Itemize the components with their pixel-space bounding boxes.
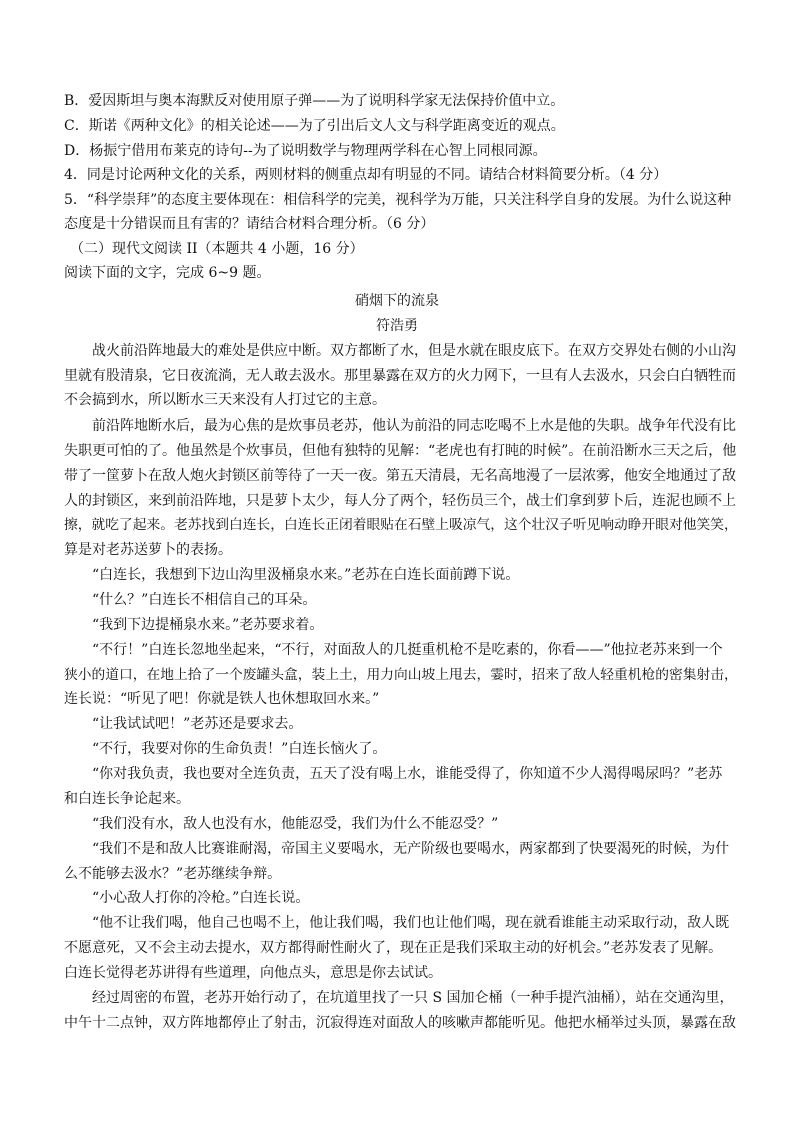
dialogue-line: “不行，我要对你的生命负责！”白连长恼火了。 <box>92 741 387 757</box>
dialogue-line: 不愿意死，又不会主动去提水，双方都得耐性耐火了，现在正是我们采取主动的好机会。”老苏发表了见解。 <box>64 940 723 956</box>
paragraph-line: 人的封锁区，来到前沿阵地，只是萝卜太少，每人分了两个，轻伤员三个，战士们拿到萝卜后，连泥也顾不上 <box>64 493 736 509</box>
dialogue-line: “他不让我们喝，他自己也喝不上，他让我们喝，我们也让他们喝，现在就看谁能主动采取行动，敌人既 <box>92 915 730 931</box>
paragraph-line: 不会搞到水，所以断水三天来没有人打过它的主意。 <box>64 392 386 408</box>
paragraph-line: 前沿阵地断水后，最为心焦的是炊事员老苏，他认为前沿的同志吃喝不上水是他的失职。战争年代没有比 <box>92 418 736 434</box>
question-5-line-2: 态度是十分错误而且有害的？请结合材料合理分析。（6 分） <box>64 216 435 232</box>
dialogue-line: 和白连长争论起来。 <box>64 791 190 807</box>
dialogue-line: “我们没有水，敌人也没有水，他能忍受，我们为什么不能忍受？” <box>92 816 499 832</box>
dialogue-line: “什么？”白连长不相信自己的耳朵。 <box>92 592 317 608</box>
dialogue-line: “白连长，我想到下边山沟里汲桶泉水来。”老苏在白连长面前蹲下说。 <box>92 567 520 583</box>
dialogue-line: 连长说：“听见了吧！你就是铁人也休想取回水来。” <box>64 691 380 707</box>
question-4-line: 4．同是讨论两种文化的关系，两则材料的侧重点却有明显的不同。请结合材料简要分析。（4 分） <box>64 167 668 183</box>
reading-instruction: 阅读下面的文字，完成 6~9 题。 <box>64 265 271 281</box>
paragraph-line: 经过周密的布置，老苏开始行动了，在坑道里找了一只 S 国加仑桶（一种手提汽油桶），站在交通沟里， <box>92 990 734 1006</box>
dialogue-line: 么不能够去汲水？”老苏继续争辩。 <box>64 866 282 882</box>
option-c-line: C．斯诺《两种文化》的相关论述——为了引出后文人文与科学距离变近的观点。 <box>64 118 565 134</box>
dialogue-line: “我们不是和敌人比赛谁耐渴，帝国主义要喝水，无产阶级也要喝水，两家都到了快要渴死的时候，为什 <box>92 841 730 857</box>
paragraph-line: 中午十二点钟，双方阵地都停止了射击，沉寂得连对面敌人的咳嗽声都能听见。他把水桶举过头顶，暴露在敌 <box>64 1015 736 1031</box>
story-author: 符浩勇 <box>376 318 418 334</box>
dialogue-line: “让我试试吧！”老苏还是要求去。 <box>92 716 303 732</box>
dialogue-line: 狭小的道口，在地上拾了一个废罐头盒，装上土，用力向山坡上甩去，霎时，招来了敌人轻重机枪的密集射击， <box>64 667 738 683</box>
question-5-line-1: 5．“科学崇拜”的态度主要体现在：相信科学的完美，视科学为万能，只关注科学自身的发展。为什么说这种 <box>64 192 732 208</box>
dialogue-line: “我到下边提桶泉水来。”老苏要求着。 <box>92 617 324 633</box>
dialogue-line: “你对我负责，我也要对全连负责，五天了没有喝上水，谁能受得了，你知道不少人渴得喝尿吗？”老苏 <box>92 766 723 782</box>
paragraph-line: 带了一筐萝卜在敌人炮火封锁区前等待了一天一夜。第五天清晨，无名高地漫了一层浓雾，他安全地通过了敌 <box>64 468 736 484</box>
option-b-line: B．爱因斯坦与奥本海默反对使用原子弹——为了说明科学家无法保持价值中立。 <box>64 93 565 109</box>
paragraph-line: 白连长觉得老苏讲得有些道理，向他点头，意思是你去试试。 <box>64 965 442 981</box>
paragraph-line: 算是对老苏送萝卜的表扬。 <box>64 542 232 558</box>
dialogue-line: “不行！”白连长忽地坐起来，“不行，对面敌人的几挺重机枪不是吃素的，你看——”他拉老苏来到一个 <box>92 642 723 658</box>
section-header: （二）现代文阅读 II（本题共 4 小题，16 分） <box>70 241 364 257</box>
dialogue-line: “小心敌人打你的冷枪。”白连长说。 <box>92 890 310 906</box>
option-d-line: D．杨振宁借用布莱克的诗句--为了说明数学与物理两学科在心智上同根同源。 <box>64 143 547 159</box>
paragraph-line: 失职更可怕的了。他虽然是个炊事员，但他有独特的见解：“老虎也有打盹的时候”。在前沿断水三天之后，他 <box>64 443 737 459</box>
paragraph-line: 擦，就吃了起来。老苏找到白连长，白连长正闭着眼贴在石壁上吸凉气，这个壮汉子听见响动睁开眼对他笑笑， <box>64 517 738 533</box>
paragraph-line: 战火前沿阵地最大的难处是供应中断。双方都断了水，但是水就在眼皮底下。在双方交界处右侧的小山沟 <box>92 343 736 359</box>
paragraph-line: 里就有股清泉，它日夜流淌，无人敢去汲水。那里暴露在双方的火力网下，一旦有人去汲水，只会白白牺牲而 <box>64 368 736 384</box>
story-title: 硝烟下的流泉 <box>355 293 439 309</box>
